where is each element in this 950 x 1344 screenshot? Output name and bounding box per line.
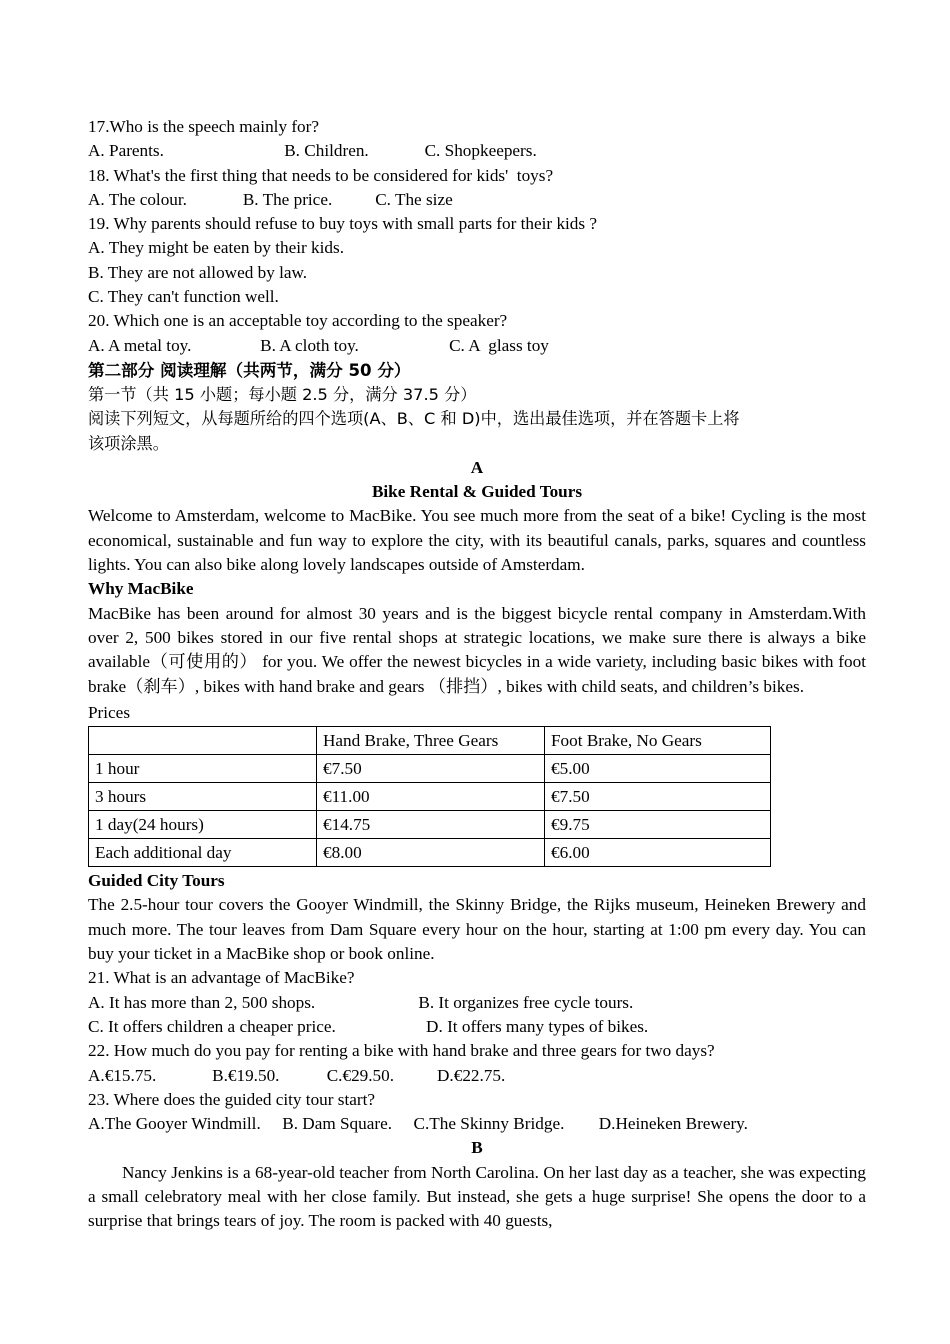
part-two-heading: 第二部分 阅读理解（共两节，满分 50 分） [88, 360, 411, 380]
table-header-cell-hand-brake: Hand Brake, Three Gears [317, 727, 545, 755]
question-19-option-b: B. They are not allowed by law. [88, 262, 308, 282]
table-cell-duration: 1 hour [89, 755, 317, 783]
table-cell-hand-brake-price: €11.00 [317, 783, 545, 811]
question-21-options-row-2: C. It offers children a cheaper price. D. It offers many types of bikes. [88, 1016, 649, 1036]
why-macbike-body: MacBike has been around for almost 30 years and is the biggest bicycle rental company in Amsterdam.With over 2, 500 bikes stored in our five rental shops at strategic locations, we make sure there is always a bike available（可使用的） for you. We offer the newest bicycles in a wide variety, including basic bikes with foot brake（刹车）, bikes with hand brake and gears （排挡）, bikes with child seats, and children’s bikes. [88, 603, 866, 696]
table-cell-foot-brake-price: €5.00 [545, 755, 771, 783]
question-23-stem: 23. Where does the guided city tour start? [88, 1089, 376, 1109]
table-header-cell-blank [89, 727, 317, 755]
question-18-options: A. The colour. B. The price. C. The size [88, 189, 453, 209]
question-19-stem: 19. Why parents should refuse to buy toys with small parts for their kids ? [88, 214, 598, 234]
question-19-option-a: A. They might be eaten by their kids. [88, 238, 345, 258]
table-cell-hand-brake-price: €8.00 [317, 839, 545, 867]
passage-b-letter: B [471, 1138, 483, 1158]
table-row [89, 783, 771, 811]
passage-a-letter: A [470, 457, 484, 477]
document-page [88, 115, 866, 1234]
table-row [89, 839, 771, 867]
table-header-row [89, 727, 771, 755]
passage-a-title: Bike Rental & Guided Tours [371, 482, 583, 502]
table-cell-foot-brake-price: €9.75 [545, 811, 771, 839]
table-cell-hand-brake-price: €7.50 [317, 755, 545, 783]
passage-b [88, 1136, 866, 1233]
table-header-cell-foot-brake: Foot Brake, No Gears [545, 727, 771, 755]
table-row [89, 755, 771, 783]
table-cell-foot-brake-price: €7.50 [545, 783, 771, 811]
why-macbike-heading: Why MacBike [88, 579, 194, 599]
passage-b-body: Nancy Jenkins is a 68-year-old teacher from North Carolina. On her last day as a teacher, she was expecting a small celebratory meal with her close family. But instead, she gets a huge surprise! She opens the door to a surprise that brings tears of joy. The room is packed with 40 guests, [88, 1162, 866, 1231]
table-cell-hand-brake-price: €14.75 [317, 811, 545, 839]
part-two-section-one: 第一节（共 15 小题；每小题 2.5 分，满分 37.5 分） [88, 384, 477, 404]
listening-section [88, 115, 866, 358]
question-20-stem: 20. Which one is an acceptable toy according to the speaker? [88, 311, 508, 331]
guided-city-tours-body: The 2.5-hour tour covers the Gooyer Windmill, the Skinny Bridge, the Rijks museum, Heineken Brewery and much more. The tour leaves from Dam Square every hour on the hour, starting at 1:00 pm every day. You can buy your ticket in a MacBike shop or book online. [88, 895, 866, 964]
question-22-options: A.€15.75. B.€19.50. C.€29.50. D.€22.75. [88, 1065, 506, 1085]
prices-table [88, 726, 771, 867]
question-17-stem: 17.Who is the speech mainly for? [88, 117, 320, 136]
passage-a [88, 456, 866, 1137]
question-23-options: A.The Gooyer Windmill. B. Dam Square. C.The Skinny Bridge. D.Heineken Brewery. [88, 1114, 748, 1134]
part-two-instruction-line-1: 阅读下列短文，从每题所给的四个选项(A、B、C 和 D)中，选出最佳选项，并在答题卡上将 [88, 409, 740, 429]
table-cell-duration: Each additional day [89, 839, 317, 867]
table-row [89, 811, 771, 839]
question-20-options: A. A metal toy. B. A cloth toy. C. A glass toy [88, 335, 549, 355]
question-22-stem: 22. How much do you pay for renting a bike with hand brake and three gears for two days? [88, 1041, 715, 1061]
part-two-instruction-line-2: 该项涂黑。 [88, 433, 169, 453]
table-cell-duration: 1 day(24 hours) [89, 811, 317, 839]
question-17-options: A. Parents. B. Children. C. Shopkeepers. [88, 141, 537, 161]
passage-a-intro: Welcome to Amsterdam, welcome to MacBike. You see much more from the seat of a bike! Cycling is the most economical, sustainable and fun way to explore the city, with its beautiful canals, parks, squares and countless lights. You can also bike along lovely landscapes outside of Amsterdam. [88, 506, 866, 575]
question-21-options-row-1: A. It has more than 2, 500 shops. B. It organizes free cycle tours. [88, 992, 634, 1012]
table-cell-foot-brake-price: €6.00 [545, 839, 771, 867]
prices-label: Prices [88, 702, 131, 722]
guided-city-tours-heading: Guided City Tours [88, 871, 225, 891]
question-19-option-c: C. They can't function well. [88, 287, 279, 307]
question-21-stem: 21. What is an advantage of MacBike? [88, 968, 355, 988]
table-cell-duration: 3 hours [89, 783, 317, 811]
question-18-stem: 18. What's the first thing that needs to be considered for kids' toys? [88, 165, 554, 185]
part-two-header [88, 358, 866, 456]
